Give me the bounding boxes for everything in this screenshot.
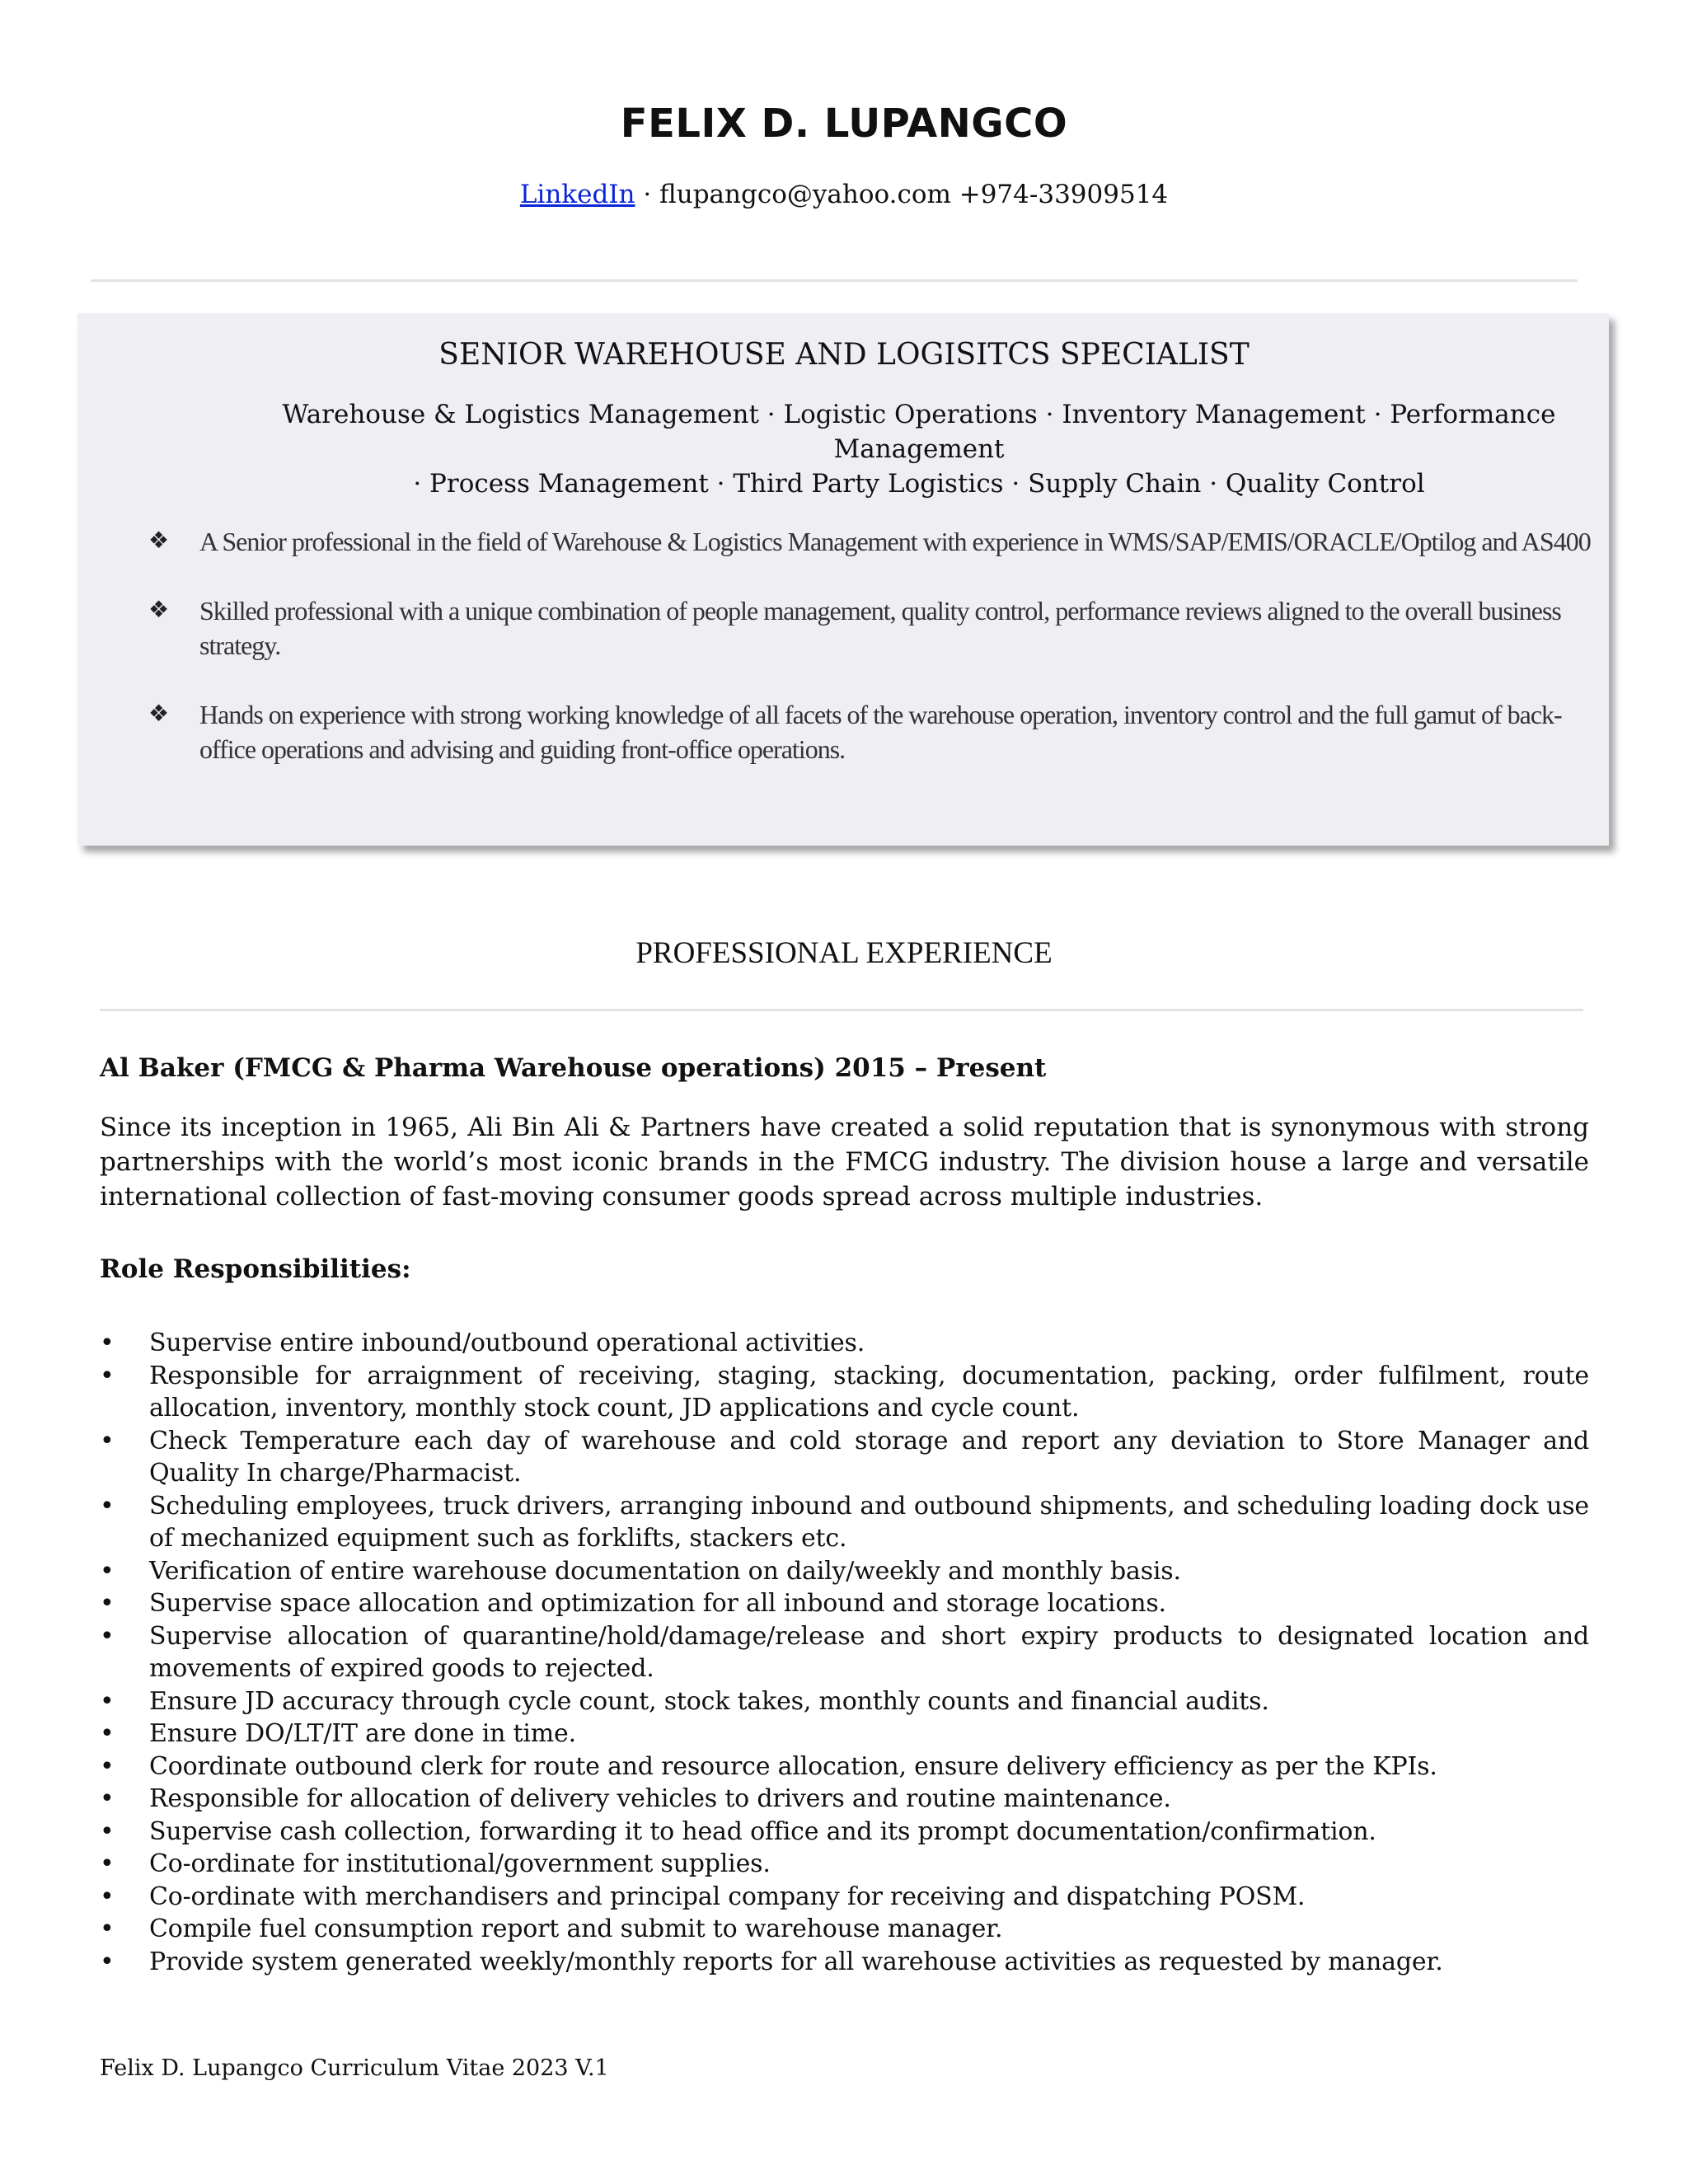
bullet-icon: •: [100, 1751, 115, 1781]
summary-point-text: Hands on experience with strong working knowledge of all facets of the warehouse operation, inventory control and the full gamut of back-office operations and advising and guiding front-office operations.: [199, 700, 1562, 764]
summary-point: [148, 593, 1591, 663]
responsibility-text: Supervise entire inbound/outbound operational activities.: [149, 1329, 865, 1357]
responsibility-text: Supervise cash collection, forwarding it to head office and its prompt documentation/confirmation.: [149, 1816, 1376, 1846]
responsibility-text: Supervise allocation of quarantine/hold/damage/release and short expiry products to designated location and movements of expired goods to rejected.: [149, 1621, 1589, 1683]
responsibility-text: Verification of entire warehouse documentation on daily/weekly and monthly basis.: [149, 1556, 1181, 1586]
responsibility-text: Co-ordinate for institutional/government supplies.: [149, 1849, 771, 1878]
responsibility-text: Responsible for arraignment of receiving, staging, stacking, documentation, packing, order fulfilment, route allocation, inventory, monthly stock count, JD applications and cycle count.: [149, 1361, 1589, 1422]
page-footer: Felix D. Lupangco Curriculum Vitae 2023 V.1: [100, 2055, 609, 2081]
list-item: [100, 1946, 1589, 1979]
bullet-icon: •: [100, 1361, 115, 1390]
experience-divider: [100, 1009, 1583, 1011]
skills-line: Warehouse & Logistics Management · Logistic Operations · Inventory Management · Performance Management: [282, 400, 1556, 464]
company-title: Al Baker (FMCG & Pharma Warehouse operations) 2015 – Present: [100, 1053, 1047, 1083]
responsibility-text: Ensure JD accuracy through cycle count, stock takes, monthly counts and financial audits.: [149, 1686, 1269, 1716]
bullet-icon: •: [100, 1915, 115, 1943]
list-item: [100, 1718, 1589, 1750]
responsibility-text: Provide system generated weekly/monthly reports for all warehouse activities as requested by manager.: [149, 1947, 1443, 1976]
company-description: Since its inception in 1965, Ali Bin Ali & Partners have created a solid reputation that is synonymous with strong partnerships with the world’s most iconic brands in the FMCG industry. The division house a large and versatile international collection of fast-moving consumer goods spread across multiple industries.: [100, 1113, 1589, 1212]
skills-line: · Process Management · Third Party Logistics · Supply Chain · Quality Control: [413, 469, 1425, 499]
responsibilities-list: [100, 1327, 1589, 1978]
bullet-icon: •: [100, 1947, 115, 1976]
bullet-icon: •: [100, 1816, 115, 1846]
summary-point-text: A Senior professional in the field of Warehouse & Logistics Management with experience in WMS/SAP/EMIS/ORACLE/Optilog and AS400: [199, 527, 1591, 556]
summary-point: [148, 697, 1591, 766]
list-item: [100, 1685, 1589, 1718]
list-item: [100, 1360, 1589, 1425]
list-item: [100, 1750, 1589, 1783]
list-item: [100, 1425, 1589, 1490]
list-item: [100, 1327, 1589, 1360]
list-item: [100, 1587, 1589, 1620]
list-item: [100, 1848, 1589, 1881]
section-title-experience: PROFESSIONAL EXPERIENCE: [635, 936, 1053, 970]
candidate-name: FELIX D. LUPANGCO: [620, 101, 1068, 147]
list-item: [100, 1881, 1589, 1914]
contact-line: [0, 180, 1688, 209]
responsibility-text: Supervise space allocation and optimization for all inbound and storage locations.: [149, 1589, 1166, 1618]
list-item: [100, 1816, 1589, 1849]
list-item: [100, 1490, 1589, 1555]
diamond-bullet-icon: ❖: [148, 701, 170, 727]
diamond-bullet-icon: ❖: [148, 528, 170, 554]
bullet-icon: •: [100, 1329, 115, 1357]
list-item: [100, 1783, 1589, 1816]
bullet-icon: •: [100, 1849, 115, 1878]
bullet-icon: •: [100, 1491, 115, 1521]
bullet-icon: •: [100, 1426, 115, 1455]
diamond-bullet-icon: ❖: [148, 598, 170, 623]
bullet-icon: •: [100, 1882, 115, 1911]
responsibility-text: Scheduling employees, truck drivers, arranging inbound and outbound shipments, and scheduling loading dock use of mechanized equipment such as forklifts, stackers etc.: [149, 1491, 1589, 1553]
bullet-icon: •: [100, 1556, 115, 1586]
role-responsibilities-heading: Role Responsibilities:: [100, 1254, 411, 1284]
responsibility-text: Responsible for allocation of delivery vehicles to drivers and routine maintenance.: [149, 1784, 1171, 1813]
summary-points: [148, 524, 1591, 801]
summary-point: [148, 524, 1591, 559]
responsibility-text: Coordinate outbound clerk for route and resource allocation, ensure delivery efficiency as per the KPIs.: [149, 1751, 1437, 1781]
bullet-icon: •: [100, 1621, 115, 1651]
list-item: [100, 1555, 1589, 1588]
bullet-icon: •: [100, 1589, 115, 1618]
skills-list: [247, 397, 1591, 501]
header-divider: [91, 279, 1578, 282]
responsibility-text: Check Temperature each day of warehouse and cold storage and report any deviation to Store Manager and Quality In charge/Pharmacist.: [149, 1426, 1589, 1488]
summary-point-text: Skilled professional with a unique combination of people management, quality control, performance reviews aligned to the overall business strategy.: [199, 596, 1561, 660]
bullet-icon: •: [100, 1719, 115, 1748]
responsibility-text: Co-ordinate with merchandisers and principal company for receiving and dispatching POSM.: [149, 1882, 1306, 1911]
bullet-icon: •: [100, 1686, 115, 1716]
bullet-icon: •: [100, 1784, 115, 1813]
responsibility-text: Ensure DO/LT/IT are done in time.: [149, 1719, 576, 1748]
responsibility-text: Compile fuel consumption report and submit to warehouse manager.: [149, 1915, 1003, 1943]
list-item: [100, 1913, 1589, 1946]
professional-headline: SENIOR WAREHOUSE AND LOGISITCS SPECIALIST: [438, 338, 1250, 372]
contact-details: · flupangco@yahoo.com +974-33909514: [635, 180, 1169, 209]
list-item: [100, 1620, 1589, 1685]
linkedin-link[interactable]: LinkedIn: [519, 180, 635, 209]
